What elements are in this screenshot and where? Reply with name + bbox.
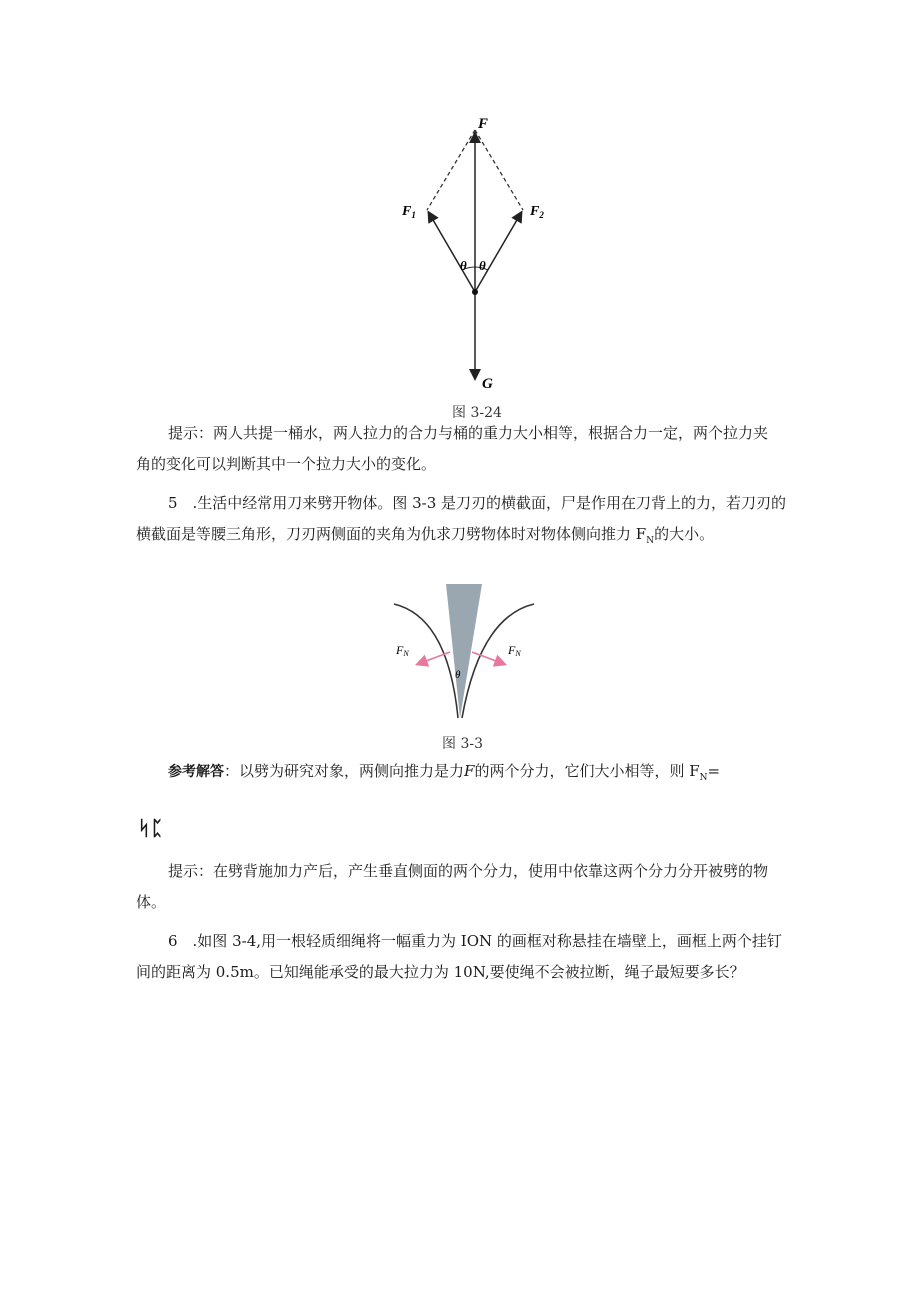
label-FN-right: FN [508, 643, 521, 658]
garbled-formula: ᛋᛈ [138, 816, 164, 840]
label-theta-left: θ [460, 258, 467, 273]
answer-sub: N [699, 773, 708, 783]
origin-point [472, 289, 478, 295]
label-FN-left: FN [396, 643, 409, 658]
answer-text-a: ：以劈为研究对象，两侧向推力是力 [224, 762, 465, 780]
q5-line-2: 横截面是等腰三角形，刀刃两侧面的夹角为仇求刀劈物体时对物体侧向推力 $F_N$的大小。 [136, 525, 715, 546]
dashed-line-right [475, 130, 523, 210]
hint-paragraph-1 [136, 418, 769, 480]
label-theta-right: θ [479, 258, 486, 273]
label-theta: θ [455, 669, 461, 681]
label-F2: $F_2$ [530, 204, 544, 220]
blade-cross-section [446, 584, 482, 718]
dashed-line-left [427, 130, 475, 210]
label-F1: $F_1$ [402, 204, 416, 220]
figure-3-24 [390, 110, 560, 400]
label-F: F [478, 116, 489, 132]
figure-3-3 [388, 582, 538, 727]
question-5 [136, 488, 787, 557]
answer-label: 参考解答 [168, 764, 224, 780]
question-6 [136, 926, 782, 988]
answer-text-c: = [707, 762, 721, 780]
answer-5 [168, 756, 768, 794]
figure-3-3-caption: 图 3-3 [442, 736, 483, 752]
hint-paragraph-2 [136, 856, 769, 918]
vector-F1 [429, 213, 475, 292]
q6-line-1: 6 .如图 3-4,用一根轻质细绳将一幅重力为 ION 的画框对称悬挂在墙壁上，画框上两个挂钉 [168, 932, 782, 950]
label-G: G [482, 376, 493, 392]
answer-text-b: 的两个分力，它们大小相等，则 F [474, 762, 700, 780]
hint-1-line-1: 提示：两人共提一桶水，两人拉力的合力与桶的重力大小相等，根据合力一定，两个拉力夹 [168, 424, 769, 442]
q5-line-1: 5 .生活中经常用刀来劈开物体。图 3-3 是刀刃的横截面，尸是作用在刀背上的力，若刀刃的 [168, 494, 787, 512]
hint-2-line-1: 提示：在劈背施加力产后，产生垂直侧面的两个分力，使用中依靠这两个分力分开被劈的物 [168, 862, 769, 880]
answer-F: F [464, 762, 475, 780]
hint-2-line-2: 体。 [136, 893, 167, 911]
hint-1-line-2: 角的变化可以判断其中一个拉力大小的变化。 [136, 455, 437, 473]
q6-line-2: 间的距离为 0.5m。已知绳能承受的最大拉力为 10N,要使绳不会被拉断，绳子最短要多长？ [136, 963, 745, 981]
vector-F2 [475, 213, 521, 292]
figure-3-24-caption: 图 3-24 [452, 405, 502, 421]
